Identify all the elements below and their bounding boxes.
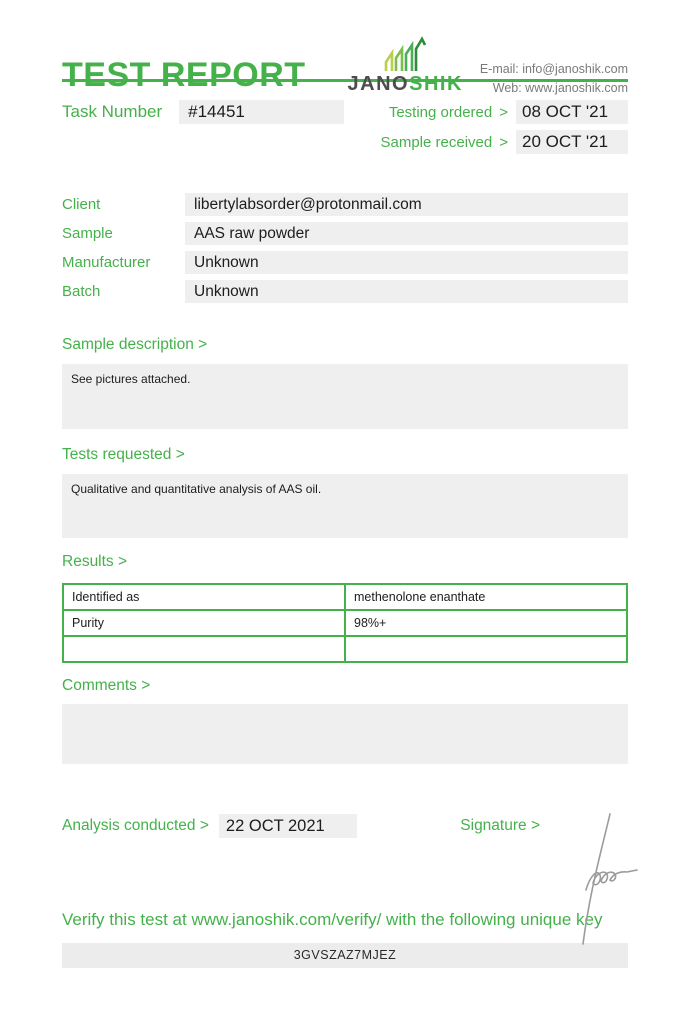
table-row [63,610,627,636]
sample-received-value: 20 OCT '21 [516,130,628,154]
contact-email: E-mail: info@janoshik.com [479,62,628,76]
analysis-conducted-label: Analysis conducted > [62,817,209,834]
logo-text-dark: JANO [347,73,410,95]
client-info-section [62,193,628,303]
client-label: Client [62,196,101,213]
result-value-purity: 98%+ [345,610,627,636]
sample-received-arrow: > [499,133,508,151]
task-number-label: Task Number [62,102,163,121]
manufacturer-row [62,251,628,274]
sample-row [62,222,628,245]
result-value-empty [345,636,627,662]
logo-text-green: SHIK [409,73,463,95]
testing-ordered-label: Testing ordered [388,103,493,121]
comments-heading: Comments > [62,677,151,694]
results-heading: Results > [62,553,128,570]
contact-web: Web: www.janoshik.com [492,81,628,96]
batch-row [62,280,628,303]
dates-block [381,100,629,160]
task-number-value: #14451 [179,100,344,124]
manufacturer-value: Unknown [185,251,628,274]
table-row [63,636,627,662]
batch-value: Unknown [185,280,628,303]
sample-value: AAS raw powder [185,222,628,245]
task-section [62,100,628,160]
analysis-signature-row [62,814,628,838]
result-key-empty [63,636,345,662]
contact-info [480,60,628,99]
signature-label: Signature > [460,817,540,834]
testing-ordered-value: 08 OCT '21 [516,100,628,124]
testing-ordered-row [381,100,629,124]
signature-image [556,810,646,948]
report-header [62,0,628,96]
verify-instruction: Verify this test at www.janoshik.com/verify/ with the following unique key [62,910,603,929]
client-value: libertylabsorder@protonmail.com [185,193,628,216]
table-row [63,584,627,610]
sample-label: Sample [62,225,113,242]
sample-description-box: See pictures attached. [62,364,628,429]
sample-received-row [381,130,629,154]
client-row [62,193,628,216]
batch-label: Batch [62,283,101,300]
sample-description-heading: Sample description > [62,336,208,353]
unique-key-value: 3GVSZAZ7MJEZ [62,943,628,968]
analysis-conducted-date: 22 OCT 2021 [219,814,357,838]
page-title: TEST REPORT [62,56,306,94]
sample-received-label: Sample received [380,133,493,151]
testing-ordered-arrow: > [499,103,508,121]
manufacturer-label: Manufacturer [62,254,151,271]
result-key-purity: Purity [63,610,345,636]
bar-chart-growth-icon [382,36,428,72]
comments-box [62,704,628,764]
results-table [62,583,628,663]
tests-requested-box: Qualitative and quantitative analysis of AAS oil. [62,474,628,538]
result-value-identified-as: methenolone enanthate [345,584,627,610]
result-key-identified-as: Identified as [63,584,345,610]
tests-requested-heading: Tests requested > [62,446,185,463]
logo-wordmark [348,73,463,96]
janoshik-logo [348,36,463,96]
